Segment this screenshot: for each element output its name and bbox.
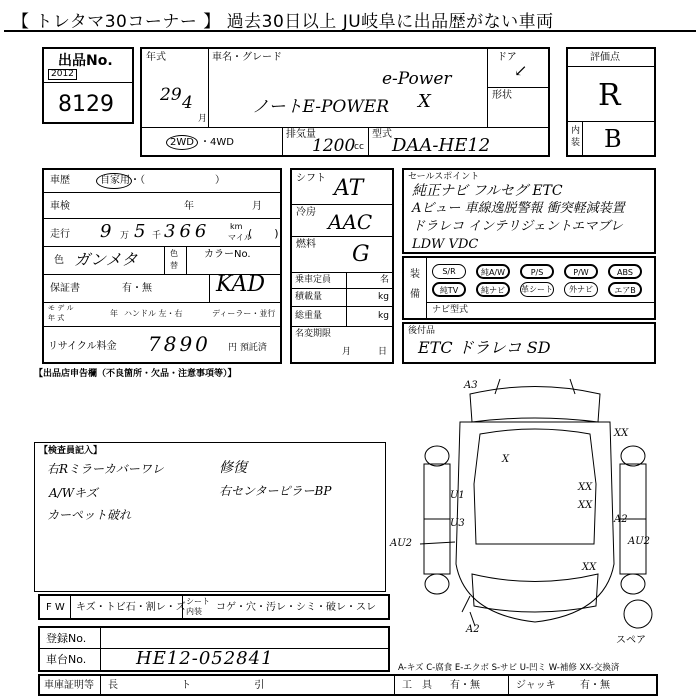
reg-value: 自家用・（ ） <box>100 175 225 186</box>
color-label: 色 <box>54 255 64 266</box>
sales-line-3: ドラレコ インテリジェントエマブレ <box>412 219 623 234</box>
drive-4wd: ・4WD <box>200 137 234 148</box>
inspection-year: 年 <box>184 201 194 212</box>
diagram-mark-xx-right-door: XX <box>578 482 593 493</box>
equipment-option: P/S <box>520 264 554 279</box>
diagram-mark-xx-right-rear: XX <box>578 500 593 511</box>
mileage-mile: マイル <box>228 233 252 242</box>
capacity-unit: 名 <box>380 275 390 285</box>
fuel-value: G <box>352 242 370 267</box>
diagram-mark-a3: A3 <box>464 380 478 391</box>
chassis-label: 車台No. <box>46 653 87 666</box>
tools-value: 有・無 <box>450 680 480 691</box>
displacement-value: 1200 <box>312 136 356 156</box>
year-month: 4 <box>182 93 193 113</box>
history-box: 車歴 自家用・（ ） 車検 年 月 走行 9 万 5 千 366 km マイル ( ) 色 ガンメタ 色 替 カラーNo. 保証書 有・無 KAD モ デ ル 年 式 年 ハンドル 左・右 ディーラー・並行 リサイクル料金 7890 円 預託済 <box>42 168 282 364</box>
year-era: 29 <box>160 85 182 105</box>
wheel-fl <box>425 446 449 466</box>
registration-box <box>38 626 390 672</box>
navi-label: ナビ型式 <box>432 305 469 315</box>
model-label: 型式 <box>372 129 392 140</box>
cert-label: 車庫証明等 <box>44 680 94 691</box>
lot-box <box>42 47 134 124</box>
capacity-label: 乗車定員 <box>295 275 332 285</box>
wheel-fr <box>621 446 645 466</box>
name-change-label: 名変期限 <box>295 329 332 339</box>
equipment-option: 純A/W <box>476 264 510 279</box>
inspector-label: 【検査員記入】 <box>39 446 103 456</box>
equipment-option: 革シート <box>520 282 554 297</box>
name-change-month: 月 <box>342 347 352 357</box>
inspector-note-5: 右センターピラーBP <box>219 484 332 498</box>
eval-value: R <box>598 78 621 113</box>
car-diagram <box>390 374 670 644</box>
diagram-mark-xx-upper-right: XX <box>614 428 629 439</box>
mileage-man: 9 <box>100 221 112 242</box>
equipment-option: 純TV <box>432 282 466 297</box>
ac-value: AAC <box>328 210 373 234</box>
lot-year-tag: 2012 <box>48 69 77 80</box>
mileage-label: 走行 <box>50 229 70 240</box>
eval-label: 評価点 <box>590 52 620 63</box>
displacement-unit: cc <box>354 142 364 152</box>
color-no-value: KAD <box>216 272 266 297</box>
dealer-label: ディーラー・並行 <box>212 309 276 318</box>
seat-label-1: シート <box>186 597 210 606</box>
recycle-value: 7890 <box>148 332 211 356</box>
handle-label: ハンドル 左・右 <box>124 309 183 318</box>
name-value: ノートE-POWER <box>252 97 390 117</box>
equipment-option: 純ナビ <box>476 282 510 297</box>
banner-text: 【 トレタマ30コーナー 】 過去30日以上 JU岐阜に出品歴がない車両 <box>12 12 554 32</box>
mileage-rest: 366 <box>164 221 211 242</box>
mileage-sen: 5 <box>134 221 146 242</box>
displacement-label: 排気量 <box>286 129 316 140</box>
lot-number: 8129 <box>58 92 114 117</box>
fw-box <box>38 594 390 620</box>
sales-points-box <box>402 168 656 254</box>
weight-unit: kg <box>378 311 389 321</box>
equipment-option: P/W <box>564 264 598 279</box>
warranty-value: 有・無 <box>122 283 152 294</box>
diagram-mark-roof-x: X <box>502 454 510 465</box>
diagram-mark-au2-right: AU2 <box>628 536 651 547</box>
model-value: DAA-HE12 <box>392 135 491 156</box>
equipment-box <box>402 256 656 320</box>
model-year-label-1: モ デ ル <box>48 304 74 312</box>
legend-text: A-キズ C-腐食 E-エクボ S-サビ U-凹ミ W-補修 XX-交換済 <box>398 663 620 673</box>
seat-label-2: 内装 <box>186 607 202 616</box>
sales-line-4: LDW VDC <box>412 237 479 252</box>
recycle-unit: 円 預託済 <box>228 343 267 353</box>
inspector-box <box>34 442 386 592</box>
inspector-note-1: 右Rミラーカバーワレ <box>47 462 164 476</box>
diagram-mark-au2-left: AU2 <box>390 538 413 549</box>
year-month-unit: 月 <box>198 114 208 124</box>
load-label: 積載量 <box>295 292 323 302</box>
weight-label: 総重量 <box>295 311 323 321</box>
mileage-km: km <box>230 222 243 231</box>
color-value: ガンメタ <box>74 250 138 269</box>
car-front-outline <box>470 387 600 423</box>
equipment-option: エアB <box>608 282 642 297</box>
interior-label-2: 装 <box>571 138 581 148</box>
equipment-option: 外ナビ <box>564 282 598 297</box>
recycle-label: リサイクル料金 <box>48 341 117 352</box>
grade-x: X <box>418 91 431 112</box>
diagram-mark-u3: U3 <box>450 518 465 529</box>
mileage-man-unit: 万 <box>120 231 130 241</box>
seat-items: コゲ・穴・汚レ・シミ・破レ・スレ <box>216 602 376 613</box>
footer-box <box>38 674 658 696</box>
diagram-mark-u1: U1 <box>450 490 465 501</box>
eval-box <box>566 47 656 157</box>
mileage-sen-unit: 千 <box>152 231 162 241</box>
grade-extra: e-Power <box>382 69 452 89</box>
post-install-value: ETC ドラレコ SD <box>418 338 551 357</box>
fuel-label: 燃料 <box>296 239 316 250</box>
interior-value: B <box>604 125 622 153</box>
sales-line-2: Aビュー 車線逸脱警報 衝突軽減装置 <box>412 201 625 216</box>
name-change-day: 日 <box>378 347 388 357</box>
diagram-mark-a2-bottom: A2 <box>466 624 480 635</box>
inspector-note-3: カーペット破れ <box>47 508 132 522</box>
equipment-option: S/R <box>432 264 466 279</box>
shift-label: シフト <box>296 173 326 184</box>
reg-no-label: 登録No. <box>46 632 87 645</box>
sales-points-label: セールスポイント <box>408 172 480 182</box>
wheel-rr <box>621 574 645 594</box>
post-install-label: 後付品 <box>408 326 436 336</box>
car-rear-outline <box>472 574 598 612</box>
chassis-value: HE12-052841 <box>136 648 274 669</box>
shape-label: 形状 <box>492 90 512 101</box>
name-label: 車名・グレード <box>212 52 282 63</box>
inspection-label: 車検 <box>50 201 70 212</box>
car-body-outline <box>456 422 614 622</box>
spare-label: スペア <box>616 635 646 646</box>
wheel-rl <box>425 574 449 594</box>
shift-value: AT <box>334 176 364 201</box>
remarks-label: 【出品店申告欄（不良箇所・欠品・注意事項等）】 <box>34 369 237 379</box>
fw-scratches: キズ・トビ石・割レ・ズ <box>76 602 186 613</box>
interior-label-1: 内 <box>571 126 581 136</box>
spare-circle <box>624 600 652 628</box>
ac-label: 冷房 <box>296 207 316 218</box>
equipment-label-2: 備 <box>410 289 420 300</box>
model-year-label-2: 年 式 <box>48 314 65 322</box>
drive-2wd: 2WD <box>170 137 194 148</box>
sales-line-1: 純正ナビ フルセグ ETC <box>412 183 563 199</box>
doors-label: ドア <box>497 52 517 63</box>
jack-value: 有・無 <box>580 680 610 691</box>
inspection-month: 月 <box>252 201 262 212</box>
warranty-label: 保証書 <box>50 283 80 294</box>
inspector-note-2: A/Wキズ <box>49 486 98 500</box>
lot-label: 出品No. <box>58 53 113 69</box>
color-no-label: カラーNo. <box>204 249 251 260</box>
color-change-1: 色 <box>170 249 178 258</box>
specs-box <box>290 168 394 364</box>
equipment-option: ABS <box>608 264 642 279</box>
diagram-mark-a2-right: A2 <box>614 514 628 525</box>
color-change-2: 替 <box>170 261 178 270</box>
model-year-year: 年 <box>110 309 118 318</box>
equipment-label-1: 装 <box>410 269 420 280</box>
reg-label: 車歴 <box>50 175 70 186</box>
vehicle-box <box>140 47 550 157</box>
post-install-box <box>402 322 656 364</box>
cert-options: 長 ト 引 <box>108 680 295 691</box>
year-label: 年式 <box>146 52 166 63</box>
inspector-note-4: 修復 <box>219 460 247 476</box>
tools-label: 工 具 <box>402 680 432 691</box>
load-unit: kg <box>378 292 389 302</box>
doors-arrow: ↙ <box>514 61 528 80</box>
header-banner <box>4 4 696 32</box>
diagram-mark-xx-lower-right: XX <box>582 562 597 573</box>
fw-label: F W <box>46 602 65 613</box>
jack-label: ジャッキ <box>516 680 556 691</box>
